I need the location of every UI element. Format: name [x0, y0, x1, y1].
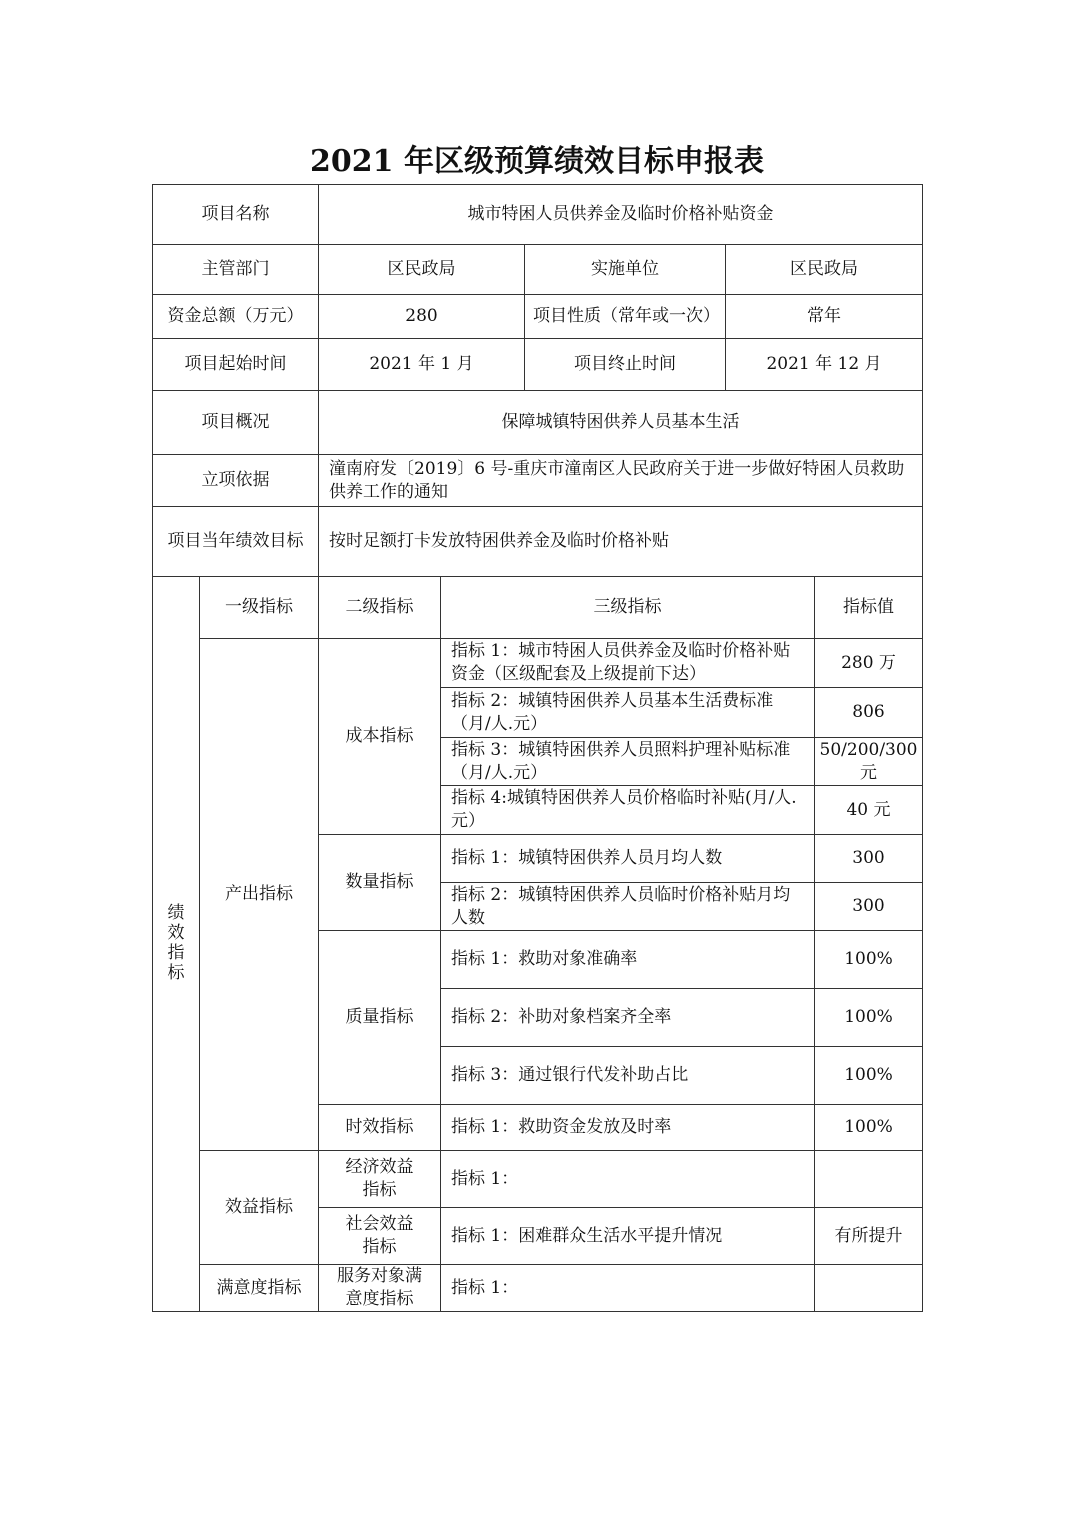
header-level3: 三级指标	[441, 577, 815, 639]
impl-value: 区民政局	[726, 245, 923, 295]
basis-label: 立项依据	[153, 455, 319, 507]
performance-indicators-text: 绩效指标	[167, 903, 185, 983]
overview-label: 项目概况	[153, 391, 319, 455]
quantity-value-1: 300	[815, 835, 923, 883]
quantity-indicator-label: 数量指标	[319, 835, 441, 931]
benefit-indicator-label: 效益指标	[200, 1151, 319, 1265]
dept-label: 主管部门	[153, 245, 319, 295]
economic-indicator-1: 指标 1：	[441, 1151, 815, 1208]
performance-indicators-label	[153, 577, 200, 1312]
end-label: 项目终止时间	[525, 339, 726, 391]
quantity-indicator-2: 指标 2：城镇特困供养人员临时价格补贴月均人数	[441, 883, 815, 931]
goal-label: 项目当年绩效目标	[153, 507, 319, 577]
end-value: 2021 年 12 月	[726, 339, 923, 391]
start-value: 2021 年 1 月	[319, 339, 525, 391]
cost-indicator-2: 指标 2：城镇特困供养人员基本生活费标准（月/人.元）	[441, 688, 815, 738]
start-label: 项目起始时间	[153, 339, 319, 391]
row-project-name	[153, 185, 923, 245]
satisfaction-indicator-label: 满意度指标	[200, 1265, 319, 1312]
nature-label: 项目性质（常年或一次）	[525, 295, 726, 339]
header-level1: 一级指标	[200, 577, 319, 639]
quality-indicator-label: 质量指标	[319, 931, 441, 1105]
project-name-value: 城市特困人员供养金及临时价格补贴资金	[319, 185, 923, 245]
impl-label: 实施单位	[525, 245, 726, 295]
budget-performance-table	[152, 184, 923, 1312]
table-row	[153, 1151, 923, 1208]
cost-indicator-4: 指标 4:城镇特困供养人员价格临时补贴(月/人.元）	[441, 786, 815, 835]
funds-value: 280	[319, 295, 525, 339]
row-dept	[153, 245, 923, 295]
economic-value-1	[815, 1151, 923, 1208]
quality-value-3: 100%	[815, 1047, 923, 1105]
table-row	[153, 639, 923, 688]
header-level2: 二级指标	[319, 577, 441, 639]
header-value: 指标值	[815, 577, 923, 639]
project-name-label: 项目名称	[153, 185, 319, 245]
service-indicator-1: 指标 1：	[441, 1265, 815, 1312]
cost-indicator-label: 成本指标	[319, 639, 441, 835]
basis-value: 潼南府发〔2019〕6 号-重庆市潼南区人民政府关于进一步做好特困人员救助供养工作的通知	[319, 455, 923, 507]
cost-indicator-3: 指标 3：城镇特困供养人员照料护理补贴标准（月/人.元）	[441, 738, 815, 786]
row-indicator-header	[153, 577, 923, 639]
quality-value-1: 100%	[815, 931, 923, 989]
cost-value-3: 50/200/300 元	[815, 738, 923, 786]
funds-label: 资金总额（万元）	[153, 295, 319, 339]
goal-value: 按时足额打卡发放特困供养金及临时价格补贴	[319, 507, 923, 577]
page-title: 2021 年区级预算绩效目标申报表	[310, 144, 764, 179]
timeliness-indicator-label: 时效指标	[319, 1105, 441, 1151]
row-time	[153, 339, 923, 391]
output-indicator-label: 产出指标	[200, 639, 319, 1151]
nature-value: 常年	[726, 295, 923, 339]
dept-value: 区民政局	[319, 245, 525, 295]
quality-indicator-2: 指标 2：补助对象档案齐全率	[441, 989, 815, 1047]
quantity-indicator-1: 指标 1：城镇特困供养人员月均人数	[441, 835, 815, 883]
row-funds	[153, 295, 923, 339]
economic-benefit-label: 经济效益指标	[319, 1151, 441, 1208]
social-value-1: 有所提升	[815, 1208, 923, 1265]
cost-indicator-1: 指标 1：城市特困人员供养金及临时价格补贴资金（区级配套及上级提前下达）	[441, 639, 815, 688]
cost-value-2: 806	[815, 688, 923, 738]
social-benefit-label: 社会效益指标	[319, 1208, 441, 1265]
timeliness-value-1: 100%	[815, 1105, 923, 1151]
timeliness-indicator-1: 指标 1：救助资金发放及时率	[441, 1105, 815, 1151]
overview-value: 保障城镇特困供养人员基本生活	[319, 391, 923, 455]
row-goal	[153, 507, 923, 577]
quality-indicator-3: 指标 3：通过银行代发补助占比	[441, 1047, 815, 1105]
service-satisfaction-label: 服务对象满意度指标	[319, 1265, 441, 1312]
social-indicator-1: 指标 1：困难群众生活水平提升情况	[441, 1208, 815, 1265]
quality-indicator-1: 指标 1：救助对象准确率	[441, 931, 815, 989]
row-overview	[153, 391, 923, 455]
cost-value-1: 280 万	[815, 639, 923, 688]
row-basis	[153, 455, 923, 507]
cost-value-4: 40 元	[815, 786, 923, 835]
quality-value-2: 100%	[815, 989, 923, 1047]
service-value-1	[815, 1265, 923, 1312]
table-row	[153, 1265, 923, 1312]
quantity-value-2: 300	[815, 883, 923, 931]
